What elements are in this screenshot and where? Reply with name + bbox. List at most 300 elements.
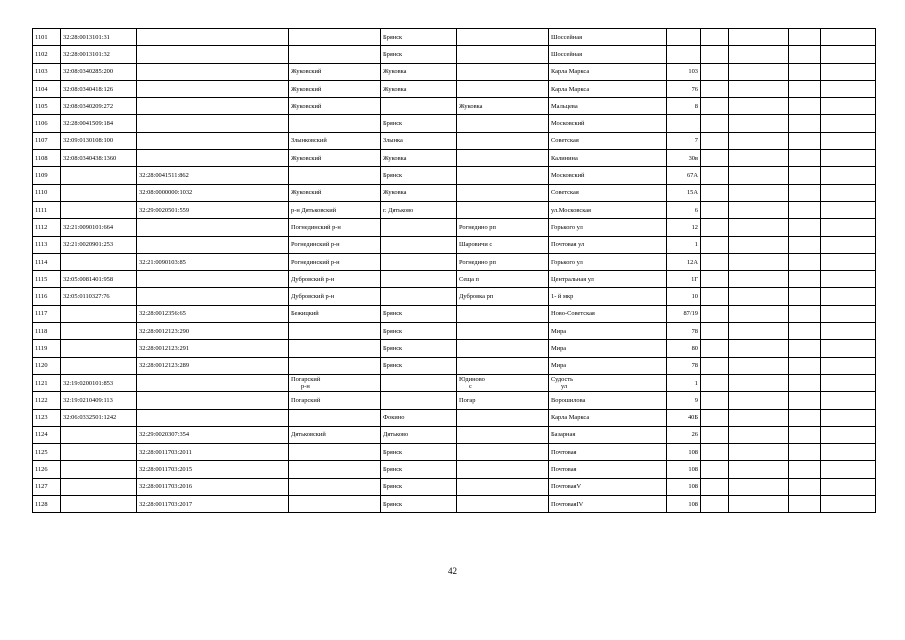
cadastral-number-cell: 32:19:0200101:853 xyxy=(61,374,137,391)
cadastral-number-alt-cell xyxy=(137,63,289,80)
extra-col-2-cell xyxy=(729,115,789,132)
row-number-cell: 1106 xyxy=(33,115,61,132)
street-cell: Калинина xyxy=(549,150,667,167)
cadastral-number-cell xyxy=(61,444,137,461)
settlement-cell: Сеща п xyxy=(457,271,549,288)
extra-col-1-cell xyxy=(701,496,729,513)
city-cell xyxy=(381,98,457,115)
extra-col-2-cell xyxy=(729,357,789,374)
extra-col-2-cell xyxy=(729,305,789,322)
house-number-cell: 30в xyxy=(667,150,701,167)
district-cell: Жуковский xyxy=(289,98,381,115)
city-cell xyxy=(381,219,457,236)
street-cell: ул.Московская xyxy=(549,201,667,218)
table-row xyxy=(33,271,876,288)
extra-col-2-cell xyxy=(729,132,789,149)
row-number-cell: 1121 xyxy=(33,374,61,391)
extra-col-1-cell xyxy=(701,184,729,201)
settlement-cell xyxy=(457,305,549,322)
registry-table xyxy=(32,28,876,513)
extra-col-4-cell xyxy=(821,46,876,63)
table-row xyxy=(33,409,876,426)
extra-col-4-cell xyxy=(821,305,876,322)
extra-col-4-cell xyxy=(821,201,876,218)
street-cell: Московский xyxy=(549,167,667,184)
extra-col-1-cell xyxy=(701,236,729,253)
district-cell: Рогнединский р-н xyxy=(289,236,381,253)
district-cell: Злынковский xyxy=(289,132,381,149)
city-cell: Брянск xyxy=(381,340,457,357)
table-row xyxy=(33,236,876,253)
extra-col-2-cell xyxy=(729,98,789,115)
extra-col-3-cell xyxy=(789,150,821,167)
extra-col-1-cell xyxy=(701,167,729,184)
row-number-cell: 1123 xyxy=(33,409,61,426)
row-number-cell: 1124 xyxy=(33,426,61,443)
extra-col-1-cell xyxy=(701,478,729,495)
house-number-cell: 8 xyxy=(667,98,701,115)
settlement-line-1: Юдиново xyxy=(459,375,485,383)
table-row xyxy=(33,80,876,97)
row-number-cell: 1107 xyxy=(33,132,61,149)
extra-col-3-cell xyxy=(789,444,821,461)
street-line-1: Судость xyxy=(551,375,574,383)
table-row xyxy=(33,461,876,478)
extra-col-4-cell xyxy=(821,115,876,132)
cadastral-number-alt-cell: 32:21:0090103:85 xyxy=(137,253,289,270)
extra-col-2-cell xyxy=(729,409,789,426)
extra-col-4-cell xyxy=(821,288,876,305)
extra-col-2-cell xyxy=(729,236,789,253)
cadastral-number-cell: 32:06:0332501:1242 xyxy=(61,409,137,426)
settlement-cell xyxy=(457,63,549,80)
table-row xyxy=(33,305,876,322)
extra-col-1-cell xyxy=(701,305,729,322)
settlement-cell xyxy=(457,340,549,357)
cadastral-number-cell: 32:05:0081401:958 xyxy=(61,271,137,288)
extra-col-4-cell xyxy=(821,132,876,149)
city-cell: Брянск xyxy=(381,115,457,132)
house-number-cell: 15А xyxy=(667,184,701,201)
table-row xyxy=(33,184,876,201)
city-cell: Брянск xyxy=(381,357,457,374)
extra-col-3-cell xyxy=(789,201,821,218)
extra-col-2-cell xyxy=(729,219,789,236)
city-cell: Жуковка xyxy=(381,63,457,80)
cadastral-number-alt-cell: 32:28:0012123:291 xyxy=(137,340,289,357)
district-line-1: Погарский xyxy=(291,375,321,383)
cadastral-number-alt-cell xyxy=(137,392,289,409)
cadastral-number-alt-cell xyxy=(137,271,289,288)
cadastral-number-cell: 32:08:0340438:1360 xyxy=(61,150,137,167)
city-cell xyxy=(381,288,457,305)
house-number-cell: 108 xyxy=(667,478,701,495)
extra-col-3-cell xyxy=(789,374,821,391)
district-cell: Дубровский р-н xyxy=(289,288,381,305)
extra-col-1-cell xyxy=(701,323,729,340)
cadastral-number-alt-cell: 32:28:0012123:290 xyxy=(137,323,289,340)
extra-col-3-cell xyxy=(789,496,821,513)
house-number-cell: 67А xyxy=(667,167,701,184)
table-row xyxy=(33,478,876,495)
street-line-2: ул xyxy=(561,382,568,390)
row-number-cell: 1103 xyxy=(33,63,61,80)
extra-col-2-cell xyxy=(729,392,789,409)
extra-col-4-cell xyxy=(821,167,876,184)
extra-col-1-cell xyxy=(701,29,729,46)
extra-col-2-cell xyxy=(729,461,789,478)
table-row xyxy=(33,219,876,236)
registry-table-sheet xyxy=(32,28,875,513)
extra-col-1-cell xyxy=(701,98,729,115)
house-number-cell: 9 xyxy=(667,392,701,409)
table-row xyxy=(33,63,876,80)
table-row xyxy=(33,253,876,270)
row-number-cell: 1114 xyxy=(33,253,61,270)
row-number-cell: 1119 xyxy=(33,340,61,357)
extra-col-1-cell xyxy=(701,201,729,218)
extra-col-2-cell xyxy=(729,288,789,305)
row-number-cell: 1126 xyxy=(33,461,61,478)
settlement-cell: Погар xyxy=(457,392,549,409)
extra-col-3-cell xyxy=(789,236,821,253)
extra-col-2-cell xyxy=(729,63,789,80)
settlement-cell xyxy=(457,201,549,218)
extra-col-4-cell xyxy=(821,496,876,513)
house-number-cell: 6 xyxy=(667,201,701,218)
table-row xyxy=(33,444,876,461)
house-number-cell: 12А xyxy=(667,253,701,270)
street-cell: Московский xyxy=(549,115,667,132)
city-cell: Брянск xyxy=(381,323,457,340)
extra-col-3-cell xyxy=(789,340,821,357)
extra-col-2-cell xyxy=(729,323,789,340)
extra-col-1-cell xyxy=(701,253,729,270)
table-row xyxy=(33,340,876,357)
city-cell xyxy=(381,271,457,288)
extra-col-1-cell xyxy=(701,374,729,391)
street-cell: Почтовая xyxy=(549,444,667,461)
street-cell: Мира xyxy=(549,340,667,357)
street-cell: Почтовая xyxy=(549,461,667,478)
house-number-cell: 108 xyxy=(667,461,701,478)
extra-col-4-cell xyxy=(821,29,876,46)
extra-col-3-cell xyxy=(789,98,821,115)
settlement-cell xyxy=(457,115,549,132)
cadastral-number-alt-cell xyxy=(137,150,289,167)
extra-col-2-cell xyxy=(729,478,789,495)
cadastral-number-cell xyxy=(61,305,137,322)
extra-col-3-cell xyxy=(789,461,821,478)
extra-col-4-cell xyxy=(821,374,876,391)
district-cell: Жуковский xyxy=(289,184,381,201)
city-cell: Брянск xyxy=(381,29,457,46)
street-cell: Центральная ул xyxy=(549,271,667,288)
city-cell xyxy=(381,236,457,253)
street-cell: ПочтоваяV xyxy=(549,478,667,495)
settlement-cell xyxy=(457,409,549,426)
street-cell: Шоссейная xyxy=(549,46,667,63)
district-cell: Жуковский xyxy=(289,63,381,80)
district-cell: Жуковский xyxy=(289,150,381,167)
cadastral-number-cell xyxy=(61,357,137,374)
street-cell xyxy=(549,374,667,391)
extra-col-1-cell xyxy=(701,392,729,409)
cadastral-number-alt-cell xyxy=(137,288,289,305)
cadastral-number-alt-cell xyxy=(137,98,289,115)
district-cell xyxy=(289,496,381,513)
table-row xyxy=(33,392,876,409)
cadastral-number-cell: 32:28:0013101:32 xyxy=(61,46,137,63)
extra-col-3-cell xyxy=(789,426,821,443)
district-cell xyxy=(289,461,381,478)
house-number-cell: 78 xyxy=(667,357,701,374)
city-cell: Жуковка xyxy=(381,184,457,201)
district-cell: Дятьковский xyxy=(289,426,381,443)
extra-col-1-cell xyxy=(701,219,729,236)
table-row xyxy=(33,29,876,46)
city-cell: Брянск xyxy=(381,461,457,478)
district-cell xyxy=(289,444,381,461)
cadastral-number-cell: 32:28:0013101:31 xyxy=(61,29,137,46)
settlement-cell xyxy=(457,150,549,167)
table-row xyxy=(33,357,876,374)
cadastral-number-cell xyxy=(61,461,137,478)
extra-col-1-cell xyxy=(701,426,729,443)
row-number-cell: 1125 xyxy=(33,444,61,461)
street-cell: Карла Маркса xyxy=(549,63,667,80)
extra-col-2-cell xyxy=(729,150,789,167)
cadastral-number-cell xyxy=(61,426,137,443)
row-number-cell: 1113 xyxy=(33,236,61,253)
house-number-cell: 1Г xyxy=(667,271,701,288)
house-number-cell: 40Б xyxy=(667,409,701,426)
district-cell: Погнединский р-н xyxy=(289,219,381,236)
district-cell xyxy=(289,409,381,426)
settlement-cell xyxy=(457,357,549,374)
extra-col-2-cell xyxy=(729,167,789,184)
settlement-cell xyxy=(457,461,549,478)
extra-col-3-cell xyxy=(789,63,821,80)
settlement-cell: Рогнедино рп xyxy=(457,253,549,270)
district-cell xyxy=(289,323,381,340)
cadastral-number-cell xyxy=(61,323,137,340)
street-cell: Горького ул xyxy=(549,219,667,236)
table-row xyxy=(33,426,876,443)
row-number-cell: 1109 xyxy=(33,167,61,184)
extra-col-4-cell xyxy=(821,392,876,409)
cadastral-number-alt-cell xyxy=(137,132,289,149)
street-cell: Ново-Советская xyxy=(549,305,667,322)
extra-col-3-cell xyxy=(789,392,821,409)
street-cell: Мира xyxy=(549,357,667,374)
cadastral-number-alt-cell xyxy=(137,409,289,426)
cadastral-number-alt-cell: 32:08:0000000:1032 xyxy=(137,184,289,201)
extra-col-1-cell xyxy=(701,132,729,149)
table-row xyxy=(33,374,876,391)
row-number-cell: 1116 xyxy=(33,288,61,305)
cadastral-number-alt-cell: 32:28:0011703:2016 xyxy=(137,478,289,495)
extra-col-3-cell xyxy=(789,132,821,149)
settlement-cell xyxy=(457,478,549,495)
street-cell: Карла Маркса xyxy=(549,409,667,426)
extra-col-2-cell xyxy=(729,253,789,270)
house-number-cell: 1 xyxy=(667,374,701,391)
extra-col-3-cell xyxy=(789,167,821,184)
cadastral-number-alt-cell xyxy=(137,236,289,253)
extra-col-1-cell xyxy=(701,80,729,97)
extra-col-4-cell xyxy=(821,271,876,288)
extra-col-1-cell xyxy=(701,461,729,478)
district-cell xyxy=(289,374,381,391)
cadastral-number-cell: 32:08:0340285:200 xyxy=(61,63,137,80)
extra-col-4-cell xyxy=(821,340,876,357)
district-cell xyxy=(289,340,381,357)
cadastral-number-alt-cell: 32:29:0020501:559 xyxy=(137,201,289,218)
table-row xyxy=(33,150,876,167)
street-cell: Мальцева xyxy=(549,98,667,115)
extra-col-4-cell xyxy=(821,63,876,80)
row-number-cell: 1104 xyxy=(33,80,61,97)
cadastral-number-cell: 32:21:0020901:253 xyxy=(61,236,137,253)
street-cell: Ворошилова xyxy=(549,392,667,409)
extra-col-4-cell xyxy=(821,184,876,201)
extra-col-1-cell xyxy=(701,340,729,357)
district-cell: Жуковский xyxy=(289,80,381,97)
house-number-cell: 26 xyxy=(667,426,701,443)
cadastral-number-cell xyxy=(61,167,137,184)
house-number-cell: 7 xyxy=(667,132,701,149)
street-cell: Горького ул xyxy=(549,253,667,270)
cadastral-number-alt-cell: 32:28:0012356:65 xyxy=(137,305,289,322)
district-cell xyxy=(289,115,381,132)
city-cell: Брянск xyxy=(381,167,457,184)
district-cell: Погарский xyxy=(289,392,381,409)
house-number-cell xyxy=(667,29,701,46)
cadastral-number-cell xyxy=(61,184,137,201)
settlement-cell xyxy=(457,29,549,46)
registry-table-body xyxy=(33,29,876,513)
table-row xyxy=(33,115,876,132)
cadastral-number-cell xyxy=(61,201,137,218)
settlement-cell xyxy=(457,184,549,201)
settlement-cell xyxy=(457,374,549,391)
table-row xyxy=(33,288,876,305)
extra-col-4-cell xyxy=(821,98,876,115)
cadastral-number-cell xyxy=(61,478,137,495)
table-row xyxy=(33,201,876,218)
cadastral-number-cell xyxy=(61,496,137,513)
extra-col-3-cell xyxy=(789,478,821,495)
district-cell xyxy=(289,357,381,374)
extra-col-1-cell xyxy=(701,63,729,80)
cadastral-number-alt-cell xyxy=(137,115,289,132)
house-number-cell: 78 xyxy=(667,323,701,340)
cadastral-number-cell: 32:05:0110327:76 xyxy=(61,288,137,305)
city-cell: Дятьково xyxy=(381,426,457,443)
extra-col-1-cell xyxy=(701,150,729,167)
extra-col-4-cell xyxy=(821,409,876,426)
cadastral-number-alt-cell: 32:28:0011703:2015 xyxy=(137,461,289,478)
house-number-cell xyxy=(667,115,701,132)
extra-col-3-cell xyxy=(789,253,821,270)
cadastral-number-cell: 32:09:0130108:100 xyxy=(61,132,137,149)
row-number-cell: 1108 xyxy=(33,150,61,167)
extra-col-3-cell xyxy=(789,409,821,426)
house-number-cell: 1 xyxy=(667,236,701,253)
extra-col-4-cell xyxy=(821,478,876,495)
table-row xyxy=(33,323,876,340)
row-number-cell: 1102 xyxy=(33,46,61,63)
table-row xyxy=(33,167,876,184)
extra-col-2-cell xyxy=(729,201,789,218)
extra-col-4-cell xyxy=(821,236,876,253)
city-cell: Жуковка xyxy=(381,80,457,97)
extra-col-3-cell xyxy=(789,115,821,132)
extra-col-2-cell xyxy=(729,374,789,391)
settlement-cell: Дубровка рп xyxy=(457,288,549,305)
settlement-cell xyxy=(457,323,549,340)
district-cell: Бежицкий xyxy=(289,305,381,322)
district-cell xyxy=(289,478,381,495)
cadastral-number-alt-cell: 32:28:0012123:289 xyxy=(137,357,289,374)
extra-col-3-cell xyxy=(789,305,821,322)
extra-col-2-cell xyxy=(729,46,789,63)
cadastral-number-alt-cell xyxy=(137,46,289,63)
street-cell: Шоссейная xyxy=(549,29,667,46)
row-number-cell: 1127 xyxy=(33,478,61,495)
city-cell xyxy=(381,392,457,409)
street-cell: Базарная xyxy=(549,426,667,443)
settlement-cell xyxy=(457,132,549,149)
street-cell: Мира xyxy=(549,323,667,340)
district-cell xyxy=(289,167,381,184)
house-number-cell: 108 xyxy=(667,444,701,461)
table-row xyxy=(33,46,876,63)
extra-col-3-cell xyxy=(789,184,821,201)
row-number-cell: 1120 xyxy=(33,357,61,374)
cadastral-number-alt-cell: 32:28:0041511:862 xyxy=(137,167,289,184)
settlement-cell xyxy=(457,46,549,63)
extra-col-1-cell xyxy=(701,271,729,288)
extra-col-3-cell xyxy=(789,29,821,46)
city-cell: г. Дятьково xyxy=(381,201,457,218)
extra-col-3-cell xyxy=(789,219,821,236)
city-cell: Брянск xyxy=(381,478,457,495)
settlement-cell xyxy=(457,426,549,443)
cadastral-number-cell: 32:08:0340209:272 xyxy=(61,98,137,115)
extra-col-3-cell xyxy=(789,288,821,305)
district-line-2: р-н xyxy=(301,382,310,390)
extra-col-2-cell xyxy=(729,29,789,46)
settlement-cell xyxy=(457,167,549,184)
city-cell: Брянск xyxy=(381,305,457,322)
settlement-cell xyxy=(457,444,549,461)
extra-col-4-cell xyxy=(821,444,876,461)
extra-col-1-cell xyxy=(701,444,729,461)
extra-col-3-cell xyxy=(789,46,821,63)
city-cell xyxy=(381,374,457,391)
street-cell: 1- й мкр xyxy=(549,288,667,305)
cadastral-number-alt-cell xyxy=(137,219,289,236)
table-row xyxy=(33,98,876,115)
extra-col-2-cell xyxy=(729,340,789,357)
street-cell: ПочтоваяIV xyxy=(549,496,667,513)
row-number-cell: 1118 xyxy=(33,323,61,340)
row-number-cell: 1112 xyxy=(33,219,61,236)
row-number-cell: 1117 xyxy=(33,305,61,322)
cadastral-number-cell: 32:08:0340418:126 xyxy=(61,80,137,97)
